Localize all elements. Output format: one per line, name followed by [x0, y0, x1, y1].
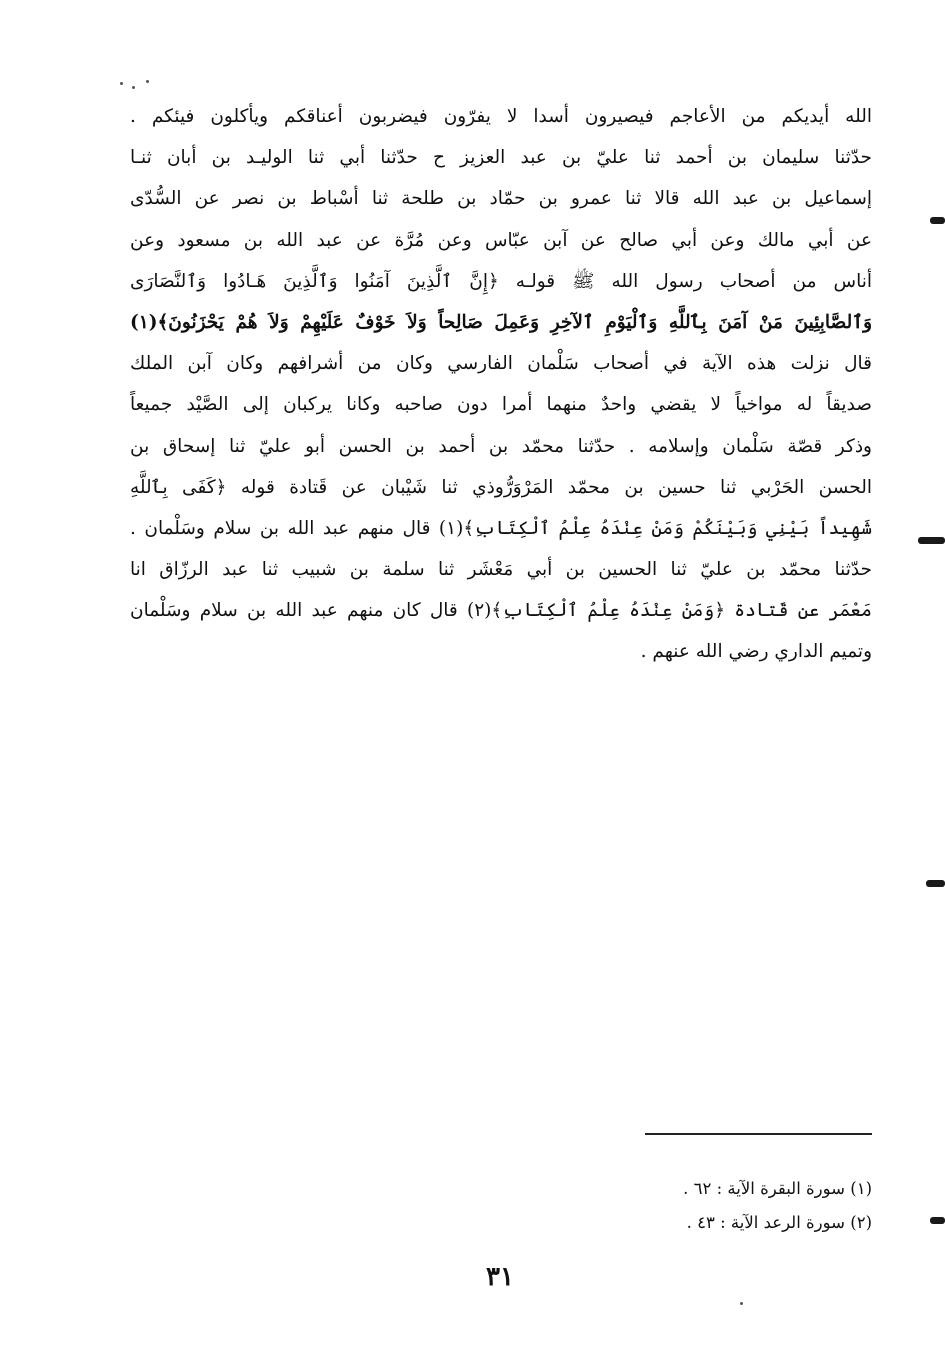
- scan-speck: [120, 82, 123, 85]
- text-line-10: الحسن الحَرْبي ثنا حسين بن محمّد المَرْوَرُّوذي ثنا شَيْبان عن قَتادة قوله ﴿كَفَى بِٱللَّهِ: [130, 476, 872, 498]
- footnotes: [560, 1172, 872, 1240]
- footnote-separator: [645, 1133, 872, 1135]
- page-number: ٣١: [486, 1262, 514, 1292]
- scan-speck: [740, 1302, 743, 1305]
- text-line-9: وذكر قصّة سَلْمان وإسلامه . حدّثنا محمّد بن أحمد بن الحسن أبو عليّ ثنا إسحاق بن: [130, 435, 872, 457]
- text-line-8: صديقاً له مواخياً لا يقضي واحدٌ منهما أمرا دون صاحبه وكانا يركبان إلى الصَّيْد جميعاً: [130, 394, 872, 416]
- body-text: [130, 96, 872, 673]
- scan-speck: [132, 86, 135, 89]
- text-line-14: وتميم الداري رضي الله عنهم .: [640, 641, 872, 663]
- scan-margin-mark: [930, 217, 945, 224]
- text-line-5: أناس من أصحاب رسول الله ﷺ قولـه ﴿إِنَّ ٱلَّذِينَ آمَنُوا وَٱلَّذِينَ هَـادُوا وَٱلنَّصَارَى: [130, 270, 872, 292]
- text-line-2: حدّثنا سليمان بن أحمد ثنا عليّ بن عبد العزيز ح حدّثنا أبي ثنا الوليـد بن أبان ثنـا: [130, 147, 872, 169]
- scan-margin-mark: [930, 1217, 945, 1224]
- text-line-4: عن أبي مالك وعن أبي صالح عن آبن عبّاس وعن مُرَّة عن عبد الله بن مسعود وعن: [130, 229, 872, 251]
- scan-margin-mark: [926, 880, 945, 887]
- scan-margin-mark: [918, 537, 945, 544]
- text-line-11: شَهِيداً بَيْنِي وَبَيْنَكُمْ وَمَنْ عِنْدَهُ عِلْمُ ٱلْكِتَابِ﴾(١) قال منهم عبد الله بن سلام وسَلْمان .: [130, 517, 872, 539]
- footnote-1: (١) سورة البقرة الآية : ٦٢ .: [683, 1179, 872, 1198]
- text-line-7: قال نزلت هذه الآية في أصحاب سَلْمان الفارسي وكان من أشرافهم وكان آبن الملك: [130, 353, 872, 375]
- footnote-2: (٢) سورة الرعد الآية : ٤٣ .: [686, 1213, 872, 1232]
- quran-verse-line: وَٱلصَّابِئِينَ مَنْ آمَنَ بِٱللَّهِ وَٱلْيَوْمِ ٱلآخِرِ وَعَمِلَ صَالِحاً وَلاَ خَوْفٌ عَلَيْهِمْ وَلاَ هُمْ يَحْزَنُونَ﴾(١): [130, 311, 872, 333]
- text-line-3: إسماعيل بن عبد الله قالا ثنا عمرو بن حمّاد بن طلحة ثنا أسْباط بن نصر عن السُّدّى: [130, 188, 872, 210]
- text-line-1: الله أيديكم من الأعاجم فيصيرون أسدا لا يفرّون فيضربون أعناقكم ويأكلون فيئكم .: [130, 106, 872, 127]
- scan-speck: [146, 80, 149, 83]
- text-line-12: حدّثنا محمّد بن عليّ ثنا الحسين بن أبي مَعْشَر ثنا سلمة بن شبيب ثنا عبد الرزّاق انا: [130, 559, 872, 581]
- text-line-13: مَعْمَر عن قَتادة ﴿وَمَنْ عِنْدَهُ عِلْمُ ٱلْكِتَابِ﴾(٢) قال كان منهم عبد الله بن سلام وسَلْمان: [130, 600, 872, 622]
